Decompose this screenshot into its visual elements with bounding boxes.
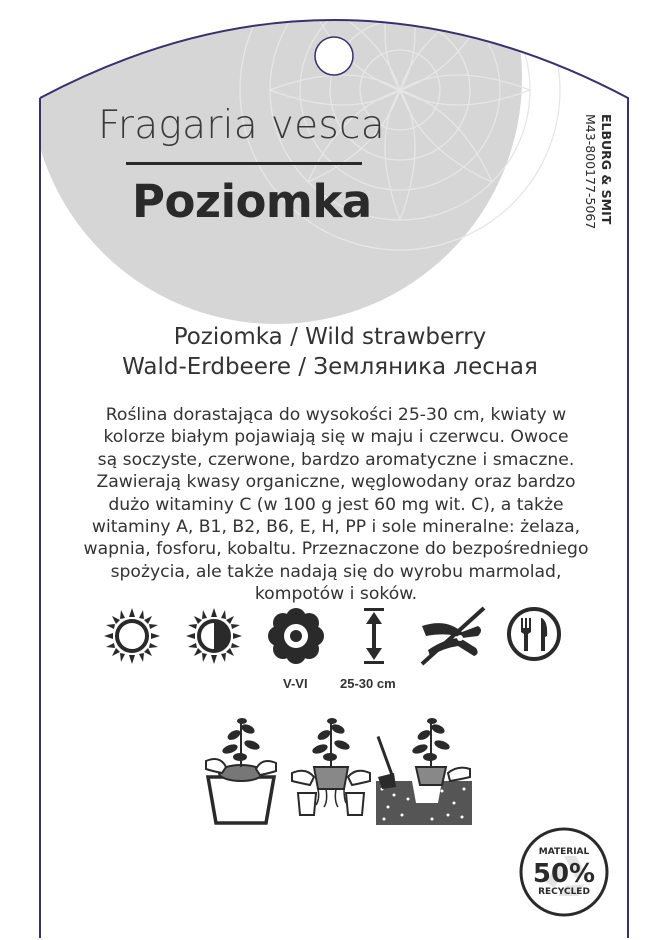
common-name: Poziomka: [132, 175, 372, 228]
badge-bottom-text: RECYCLED: [538, 887, 590, 897]
remove-pot-icon: [196, 715, 286, 827]
brand-block: [580, 110, 614, 260]
plant-in-soil-icon: [372, 715, 476, 827]
planting-steps: [0, 715, 668, 840]
description-line: witaminy A, B1, B2, B6, E, H, PP i sole mineralne: żelaza,: [91, 517, 581, 538]
description-line: dużo witaminy C (w 100 g jest 60 mg wit. C), a także: [108, 494, 564, 515]
description-line: wapnia, fosforu, kobaltu. Przeznaczone do bezpośredniego: [83, 539, 589, 560]
description-line: kompotów i soków.: [254, 584, 418, 605]
names-line-2: Wald-Erdbeere / Земляника лесная: [122, 354, 538, 380]
recycled-badge: [518, 826, 610, 918]
half-shade-icon: [186, 608, 242, 664]
product-code: M43-800177-5067: [583, 114, 598, 230]
edible-icon: [506, 606, 562, 662]
title-divider: [126, 162, 362, 165]
height-caption: 25-30 cm: [340, 676, 396, 691]
description-line: spożycia, ale także nadają się do wyrobu marmolad,: [110, 561, 562, 582]
flowering-caption: V-VI: [283, 676, 308, 691]
height-icon: [360, 608, 388, 664]
description-line: są soczyste, czerwone, bardzo aromatyczne i smaczne.: [97, 449, 575, 470]
care-icons: [0, 600, 668, 710]
flower-icon: [266, 606, 326, 666]
no-pruning-icon: [418, 604, 488, 668]
description-line: kolorze białym pojawiają się w maju i czerwcu. Owoce: [103, 427, 569, 448]
names-line-1: Poziomka / Wild strawberry: [173, 324, 487, 350]
description: [66, 404, 606, 606]
hang-hole: [315, 37, 353, 75]
brand-name: ELBURG & SMIT: [599, 114, 614, 225]
latin-name: Fragaria vesca: [98, 103, 385, 148]
loosen-roots-icon: [286, 715, 376, 827]
description-line: Zawierają kwasy organiczne, węglowodany oraz bardzo: [96, 472, 576, 493]
full-sun-icon: [104, 608, 160, 664]
common-names-block: [60, 322, 600, 382]
badge-top-text: MATERIAL: [538, 847, 590, 857]
badge-percent: 50%: [532, 859, 596, 889]
description-line: Roślina dorastająca do wysokości 25-30 cm, kwiaty w: [105, 405, 567, 425]
